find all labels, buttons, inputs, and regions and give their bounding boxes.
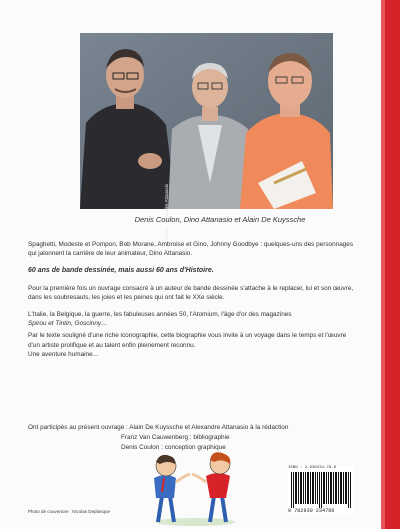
photo-graphic <box>80 33 333 209</box>
contributors-writing: Ont participés au présent ouvrage : Alain De Kuyssche et Alexandre Attanasio à la rédaction <box>28 424 289 431</box>
red-spine <box>381 0 400 529</box>
photo-credit: Photo : Alexandre Attanasio <box>164 183 169 239</box>
paragraph-characters: Spaghetti, Modeste et Pompon, Bob Morane, Ambroise et Gino, Johnny Goodbye : quelques-uns des personnages qui jalonnent la carrière de leur animateur, Dino Attanasio. <box>28 241 354 258</box>
paragraph-invitation: Par le texte souligné d'une riche iconographie, cette biographie vous invite à un voyage dans le temps et l'œuvre d'un artiste prolifique et au talent enfin pleinement reconnu. Une aventure humaine… <box>28 332 347 358</box>
isbn-label: ISBN : 2-930234-78-6 <box>288 466 337 470</box>
isbn-barcode <box>288 466 354 515</box>
contributors-design: Denis Coulon : conception graphique <box>121 444 226 451</box>
description <box>28 240 358 367</box>
contributors <box>28 423 368 453</box>
barcode-number: 9 782930 234786 <box>288 508 335 514</box>
comic-characters-illustration <box>140 452 250 527</box>
paragraph-history: L'Italie, la Belgique, la guerre, les fabuleuses années 50, l'Atomium, l'âge d'or des magazines Spirou et Tintin, Goscinny… <box>28 311 292 328</box>
contributors-bibliography: Franz Van Cauwenberg : bibliographie <box>121 434 230 441</box>
paragraph-intro: Pour la première fois un ouvrage consacré à un auteur de bande dessinée s'attache à le replacer, lui et son œuvre, dans les soubresauts, les joies et les peines qui ont fait le XXe siècle. <box>28 284 354 301</box>
spine-highlight <box>381 0 385 529</box>
headline: 60 ans de bande dessinée, mais aussi 60 ans d'Histoire. <box>28 267 214 275</box>
cover-photo-credit: Photo de couverture : Nicolas Deplanque <box>28 509 111 514</box>
photo-caption: Denis Coulon, Dino Attanasio et Alain De Kuyssche <box>134 215 306 224</box>
barcode-bars <box>290 472 352 508</box>
comic-characters-graphic <box>140 452 250 527</box>
